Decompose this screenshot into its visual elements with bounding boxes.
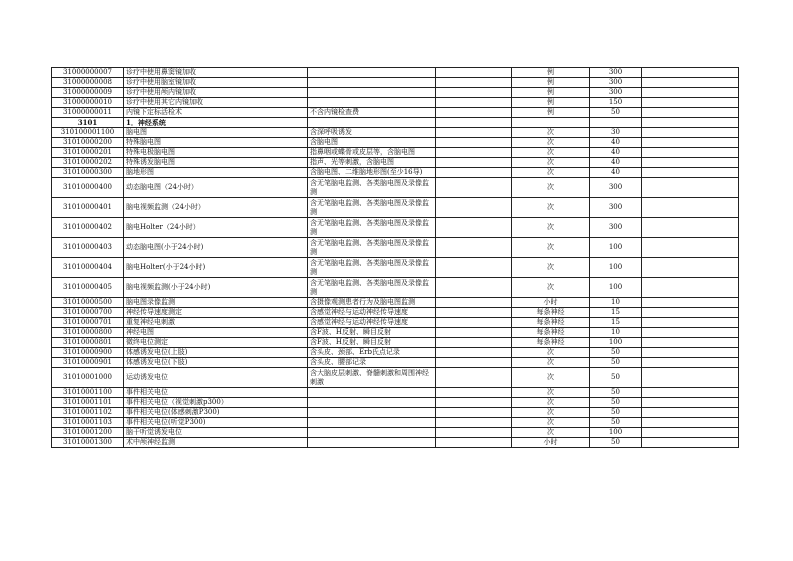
- exclusion-cell: [436, 178, 512, 198]
- item-price-cell: 50: [590, 398, 642, 408]
- item-name-cell: 内镜下定标活检术: [124, 108, 308, 118]
- item-price-cell: [590, 118, 642, 128]
- item-code-cell: 31010000701: [52, 318, 124, 328]
- exclusion-cell: [436, 338, 512, 348]
- table-row: [52, 298, 739, 308]
- item-price-cell: 300: [590, 178, 642, 198]
- item-desc-cell: 含感觉神经与运动神经传导速度: [308, 308, 436, 318]
- item-desc-cell: [308, 408, 436, 418]
- item-price-cell: 40: [590, 158, 642, 168]
- item-name-cell: 脑电图录像监测: [124, 298, 308, 308]
- item-code-cell: 31000000007: [52, 68, 124, 78]
- item-name-cell: 脑电Holter（24小时）: [124, 218, 308, 238]
- item-code-cell: 31010000401: [52, 198, 124, 218]
- item-desc-cell: 不含内镜检查费: [308, 108, 436, 118]
- note-cell: [642, 198, 739, 218]
- item-desc-cell: 含无笔脑电监测、各类脑电图及录像监测: [308, 238, 436, 258]
- note-cell: [642, 308, 739, 318]
- item-name-cell: 神经传导速度测定: [124, 308, 308, 318]
- item-name-cell: 术中颅神经监测: [124, 438, 308, 448]
- note-cell: [642, 158, 739, 168]
- note-cell: [642, 298, 739, 308]
- item-code-cell: 31010001000: [52, 368, 124, 388]
- note-cell: [642, 148, 739, 158]
- item-unit-cell: 例: [512, 68, 590, 78]
- table-row: [52, 108, 739, 118]
- table-row: [52, 308, 739, 318]
- exclusion-cell: [436, 408, 512, 418]
- item-unit-cell: 次: [512, 278, 590, 298]
- note-cell: [642, 238, 739, 258]
- item-name-cell: 动态脑电图(小于24小时): [124, 238, 308, 258]
- item-desc-cell: [308, 68, 436, 78]
- item-desc-cell: 含F波、H反射、瞬目反射: [308, 338, 436, 348]
- item-price-cell: 50: [590, 358, 642, 368]
- exclusion-cell: [436, 348, 512, 358]
- item-price-cell: 300: [590, 68, 642, 78]
- item-unit-cell: 次: [512, 178, 590, 198]
- exclusion-cell: [436, 118, 512, 128]
- note-cell: [642, 408, 739, 418]
- item-desc-cell: [308, 438, 436, 448]
- item-code-cell: 31010001300: [52, 438, 124, 448]
- note-cell: [642, 168, 739, 178]
- exclusion-cell: [436, 98, 512, 108]
- exclusion-cell: [436, 438, 512, 448]
- item-desc-cell: 含F波、H反射、瞬目反射: [308, 328, 436, 338]
- item-desc-cell: 含头皮、颈部、Erb氏点记录: [308, 348, 436, 358]
- exclusion-cell: [436, 78, 512, 88]
- item-desc-cell: 指鼻咽或蝶骨或皮层等，含脑电图: [308, 148, 436, 158]
- exclusion-cell: [436, 88, 512, 98]
- item-unit-cell: 次: [512, 218, 590, 238]
- item-unit-cell: 次: [512, 428, 590, 438]
- item-price-cell: 50: [590, 418, 642, 428]
- item-unit-cell: 小时: [512, 298, 590, 308]
- item-price-cell: 50: [590, 368, 642, 388]
- item-unit-cell: 次: [512, 418, 590, 428]
- item-price-cell: 30: [590, 128, 642, 138]
- note-cell: [642, 438, 739, 448]
- item-code-cell: 31010000500: [52, 298, 124, 308]
- exclusion-cell: [436, 428, 512, 438]
- note-cell: [642, 68, 739, 78]
- item-unit-cell: 次: [512, 168, 590, 178]
- item-price-cell: 100: [590, 238, 642, 258]
- table-row: [52, 328, 739, 338]
- item-desc-cell: [308, 88, 436, 98]
- table-row: [52, 258, 739, 278]
- item-price-cell: 300: [590, 218, 642, 238]
- note-cell: [642, 128, 739, 138]
- item-code-cell: 31010001102: [52, 408, 124, 418]
- item-code-cell: 31010000900: [52, 348, 124, 358]
- exclusion-cell: [436, 108, 512, 118]
- item-name-cell: 事件相关电位(听觉P300): [124, 418, 308, 428]
- item-desc-cell: 含脑电图、二维脑地形图(至少16导): [308, 168, 436, 178]
- item-desc-cell: 含感觉神经与运动神经传导速度: [308, 318, 436, 328]
- item-unit-cell: 次: [512, 128, 590, 138]
- table-row: [52, 178, 739, 198]
- item-code-cell: 31010000201: [52, 148, 124, 158]
- item-price-cell: 40: [590, 138, 642, 148]
- table-row: [52, 398, 739, 408]
- item-desc-cell: 含头皮、腰部记录: [308, 358, 436, 368]
- item-desc-cell: [308, 78, 436, 88]
- item-desc-cell: [308, 98, 436, 108]
- item-code-cell: 31010001103: [52, 418, 124, 428]
- item-price-cell: 300: [590, 88, 642, 98]
- item-name-cell: 事件相关电位(体感刺激P300): [124, 408, 308, 418]
- note-cell: [642, 398, 739, 408]
- item-code-cell: 31000000010: [52, 98, 124, 108]
- item-code-cell: 31000000009: [52, 88, 124, 98]
- item-code-cell: 31000000011: [52, 108, 124, 118]
- item-unit-cell: 次: [512, 238, 590, 258]
- item-price-cell: 300: [590, 198, 642, 218]
- item-unit-cell: 例: [512, 108, 590, 118]
- fee-table: [51, 67, 739, 448]
- item-name-cell: 运动诱发电位: [124, 368, 308, 388]
- item-code-cell: 31010000404: [52, 258, 124, 278]
- item-desc-cell: 含脑电图: [308, 138, 436, 148]
- item-price-cell: 10: [590, 328, 642, 338]
- note-cell: [642, 318, 739, 328]
- item-code-cell: 31010000801: [52, 338, 124, 348]
- note-cell: [642, 98, 739, 108]
- note-cell: [642, 368, 739, 388]
- item-unit-cell: 次: [512, 148, 590, 158]
- exclusion-cell: [436, 68, 512, 78]
- item-unit-cell: 次: [512, 368, 590, 388]
- item-unit-cell: 次: [512, 408, 590, 418]
- section-row: [52, 118, 739, 128]
- item-name-cell: 脑电视频监测(小于24小时): [124, 278, 308, 298]
- item-name-cell: 动态脑电图（24小时）: [124, 178, 308, 198]
- note-cell: [642, 278, 739, 298]
- item-name-cell: 特殊电极脑电图: [124, 148, 308, 158]
- item-name-cell: 重复神经电刺激: [124, 318, 308, 328]
- item-code-cell: 31010000405: [52, 278, 124, 298]
- item-name-cell: 微终电位测定: [124, 338, 308, 348]
- item-price-cell: 100: [590, 428, 642, 438]
- item-name-cell: 诊疗中使用鼻窦镜加收: [124, 68, 308, 78]
- exclusion-cell: [436, 298, 512, 308]
- item-unit-cell: 次: [512, 158, 590, 168]
- exclusion-cell: [436, 158, 512, 168]
- exclusion-cell: [436, 308, 512, 318]
- table-row: [52, 428, 739, 438]
- note-cell: [642, 388, 739, 398]
- item-price-cell: 10: [590, 298, 642, 308]
- item-code-cell: 31010000700: [52, 308, 124, 318]
- note-cell: [642, 428, 739, 438]
- item-name-cell: 1．神经系统: [124, 118, 308, 128]
- table-row: [52, 238, 739, 258]
- item-code-cell: 31010000403: [52, 238, 124, 258]
- note-cell: [642, 118, 739, 128]
- note-cell: [642, 338, 739, 348]
- exclusion-cell: [436, 318, 512, 328]
- exclusion-cell: [436, 238, 512, 258]
- item-desc-cell: 含无笔脑电监测、各类脑电图及录像监测: [308, 258, 436, 278]
- item-unit-cell: [512, 118, 590, 128]
- item-name-cell: 脑干听觉诱发电位: [124, 428, 308, 438]
- item-desc-cell: [308, 398, 436, 408]
- item-code-cell: 31010000901: [52, 358, 124, 368]
- item-price-cell: 100: [590, 258, 642, 278]
- item-name-cell: 脑电Holter(小于24小时): [124, 258, 308, 278]
- table-row: [52, 68, 739, 78]
- item-code-cell: 310100001100: [52, 128, 124, 138]
- item-name-cell: 诊疗中使用颅内镜加收: [124, 88, 308, 98]
- item-name-cell: 脑地形图: [124, 168, 308, 178]
- table-row: [52, 98, 739, 108]
- exclusion-cell: [436, 278, 512, 298]
- table-row: [52, 78, 739, 88]
- item-name-cell: 体感诱发电位(上肢): [124, 348, 308, 358]
- fee-schedule-sheet: [51, 67, 739, 448]
- exclusion-cell: [436, 198, 512, 218]
- item-price-cell: 300: [590, 78, 642, 88]
- exclusion-cell: [436, 128, 512, 138]
- exclusion-cell: [436, 148, 512, 158]
- item-code-cell: 31010001200: [52, 428, 124, 438]
- table-row: [52, 368, 739, 388]
- note-cell: [642, 348, 739, 358]
- table-row: [52, 198, 739, 218]
- table-row: [52, 278, 739, 298]
- table-row: [52, 218, 739, 238]
- item-name-cell: 脑电视频监测（24小时）: [124, 198, 308, 218]
- item-unit-cell: 次: [512, 258, 590, 278]
- item-code-cell: 31010000400: [52, 178, 124, 198]
- item-price-cell: 15: [590, 308, 642, 318]
- table-row: [52, 348, 739, 358]
- item-unit-cell: 每条神经: [512, 328, 590, 338]
- exclusion-cell: [436, 168, 512, 178]
- item-unit-cell: 次: [512, 198, 590, 218]
- item-desc-cell: [308, 428, 436, 438]
- item-unit-cell: 次: [512, 388, 590, 398]
- note-cell: [642, 108, 739, 118]
- item-price-cell: 40: [590, 168, 642, 178]
- item-unit-cell: 每条神经: [512, 338, 590, 348]
- exclusion-cell: [436, 388, 512, 398]
- item-desc-cell: [308, 118, 436, 128]
- table-row: [52, 88, 739, 98]
- exclusion-cell: [436, 218, 512, 238]
- item-unit-cell: 小时: [512, 438, 590, 448]
- item-unit-cell: 次: [512, 358, 590, 368]
- table-row: [52, 168, 739, 178]
- item-name-cell: 体感诱发电位(下肢): [124, 358, 308, 368]
- item-desc-cell: 含深呼吸诱发: [308, 128, 436, 138]
- item-unit-cell: 例: [512, 88, 590, 98]
- note-cell: [642, 328, 739, 338]
- item-desc-cell: 含无笔脑电监测、各类脑电图及录像监测: [308, 198, 436, 218]
- item-price-cell: 40: [590, 148, 642, 158]
- exclusion-cell: [436, 368, 512, 388]
- table-row: [52, 318, 739, 328]
- note-cell: [642, 418, 739, 428]
- note-cell: [642, 258, 739, 278]
- item-unit-cell: 每条神经: [512, 308, 590, 318]
- exclusion-cell: [436, 358, 512, 368]
- table-row: [52, 158, 739, 168]
- exclusion-cell: [436, 138, 512, 148]
- table-row: [52, 418, 739, 428]
- item-code-cell: 31010001101: [52, 398, 124, 408]
- item-name-cell: 脑电图: [124, 128, 308, 138]
- fee-table-body: [52, 68, 739, 448]
- item-unit-cell: 例: [512, 78, 590, 88]
- item-desc-cell: 含摄像观测患者行为及脑电图监测: [308, 298, 436, 308]
- item-name-cell: 事件相关电位: [124, 388, 308, 398]
- item-desc-cell: 指声、光等刺激，含脑电图: [308, 158, 436, 168]
- note-cell: [642, 78, 739, 88]
- item-code-cell: 31010000202: [52, 158, 124, 168]
- item-price-cell: 50: [590, 408, 642, 418]
- item-name-cell: 神经电图: [124, 328, 308, 338]
- item-unit-cell: 每条神经: [512, 318, 590, 328]
- item-unit-cell: 次: [512, 138, 590, 148]
- item-price-cell: 50: [590, 348, 642, 358]
- table-row: [52, 358, 739, 368]
- exclusion-cell: [436, 398, 512, 408]
- item-unit-cell: 例: [512, 98, 590, 108]
- item-code-cell: 31010000300: [52, 168, 124, 178]
- item-code-cell: 31010001100: [52, 388, 124, 398]
- item-unit-cell: 次: [512, 398, 590, 408]
- item-code-cell: 3101: [52, 118, 124, 128]
- note-cell: [642, 178, 739, 198]
- table-row: [52, 408, 739, 418]
- item-desc-cell: 含无笔脑电监测、各类脑电图及录像监测: [308, 178, 436, 198]
- item-name-cell: 诊疗中使用脑室镜加收: [124, 78, 308, 88]
- item-code-cell: 31010000200: [52, 138, 124, 148]
- item-price-cell: 100: [590, 338, 642, 348]
- note-cell: [642, 358, 739, 368]
- item-name-cell: 特殊诱发脑电图: [124, 158, 308, 168]
- item-code-cell: 31010000800: [52, 328, 124, 338]
- item-price-cell: 15: [590, 318, 642, 328]
- note-cell: [642, 88, 739, 98]
- exclusion-cell: [436, 258, 512, 278]
- item-unit-cell: 次: [512, 348, 590, 358]
- note-cell: [642, 138, 739, 148]
- item-desc-cell: [308, 418, 436, 428]
- table-row: [52, 338, 739, 348]
- table-row: [52, 138, 739, 148]
- item-desc-cell: 含无笔脑电监测、各类脑电图及录像监测: [308, 278, 436, 298]
- item-price-cell: 50: [590, 438, 642, 448]
- note-cell: [642, 218, 739, 238]
- table-row: [52, 388, 739, 398]
- item-code-cell: 31000000008: [52, 78, 124, 88]
- table-row: [52, 148, 739, 158]
- table-row: [52, 128, 739, 138]
- item-price-cell: 50: [590, 108, 642, 118]
- item-code-cell: 31010000402: [52, 218, 124, 238]
- exclusion-cell: [436, 418, 512, 428]
- item-name-cell: 事件相关电位（视觉刺激p300）: [124, 398, 308, 408]
- item-desc-cell: 含大脑皮层刺激、脊髓刺激和周围神经刺激: [308, 368, 436, 388]
- item-price-cell: 100: [590, 278, 642, 298]
- item-desc-cell: [308, 388, 436, 398]
- item-desc-cell: 含无笔脑电监测、各类脑电图及录像监测: [308, 218, 436, 238]
- item-name-cell: 诊疗中使用其它内镜加收: [124, 98, 308, 108]
- table-row: [52, 438, 739, 448]
- item-name-cell: 特殊脑电图: [124, 138, 308, 148]
- item-price-cell: 50: [590, 388, 642, 398]
- exclusion-cell: [436, 328, 512, 338]
- item-price-cell: 150: [590, 98, 642, 108]
